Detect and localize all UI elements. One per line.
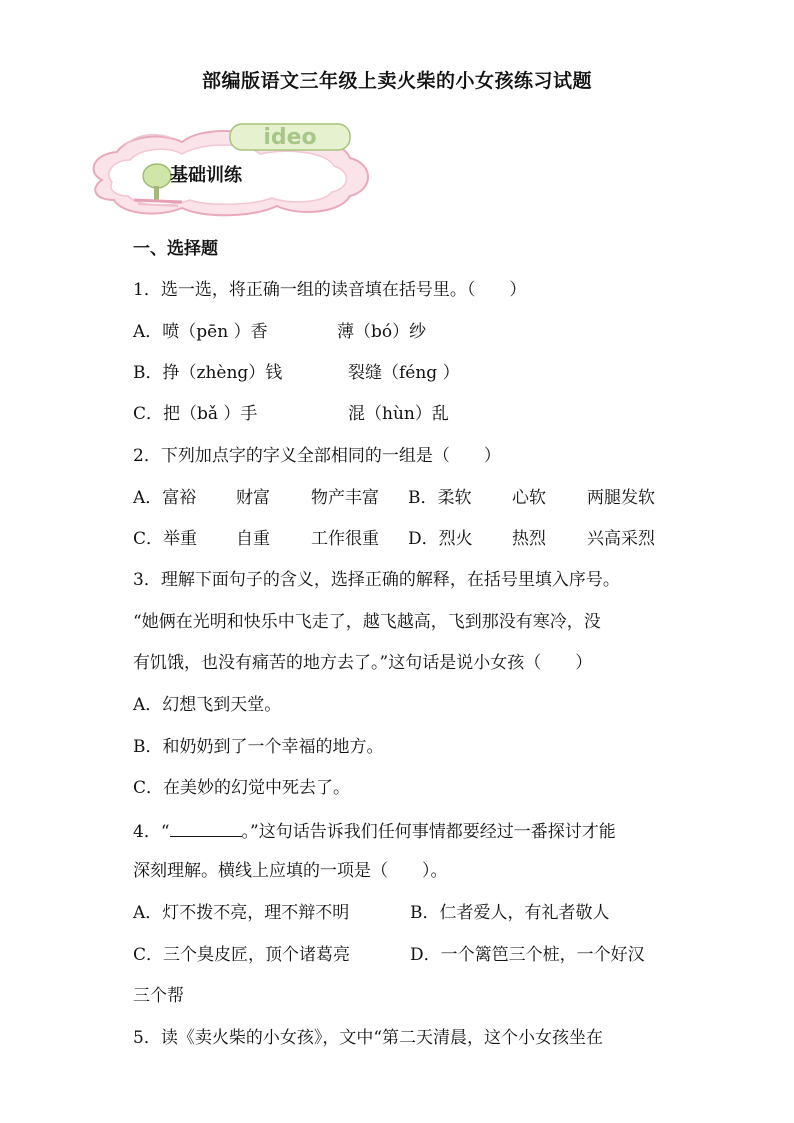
q2-option-b: B．柔软 bbox=[408, 488, 472, 508]
q4-option-d-continued: 三个帮 bbox=[133, 986, 184, 1006]
q1-option-a-pair: 薄（bó）纱 bbox=[337, 322, 427, 342]
q3-option-b: B．和奶奶到了一个幸福的地方。 bbox=[133, 737, 384, 757]
q1-option-b: B．挣（zhèng）钱 bbox=[133, 363, 283, 383]
q2-option-a: A．富裕 bbox=[133, 488, 197, 508]
q2-option-d: D．烈火 bbox=[408, 529, 473, 549]
q3-option-c: C．在美妙的幻觉中死去了。 bbox=[133, 778, 351, 798]
q4-option-c: C．三个臭皮匠，顶个诸葛亮 bbox=[133, 945, 351, 965]
section-banner-label: 基础训练 bbox=[170, 165, 242, 186]
q4-stem-line-2: 深刻理解。横线上应填的一项是（ ）。 bbox=[133, 861, 448, 881]
q1-option-c-pair: 混（hùn）乱 bbox=[348, 404, 449, 424]
q2-option-c-word3: 工作很重 bbox=[311, 529, 379, 549]
q4-stem-line-1 bbox=[133, 819, 616, 843]
q1-option-a: A．喷（pēn ）香 bbox=[133, 322, 268, 342]
idea-badge bbox=[230, 124, 350, 150]
q5-stem-line-1: 5．读《卖火柴的小女孩》，文中“第二天清晨，这个小女孩坐在 bbox=[133, 1028, 604, 1048]
q3-option-a: A．幻想飞到天堂。 bbox=[133, 695, 282, 715]
section-heading: 一、选择题 bbox=[133, 239, 218, 259]
page-title: 部编版语文三年级上卖火柴的小女孩练习试题 bbox=[201, 70, 592, 92]
q1-option-b-pair: 裂缝（féng ） bbox=[348, 363, 460, 383]
q2-option-a-word2: 财富 bbox=[236, 488, 270, 508]
q2-option-b-word3: 两腿发软 bbox=[587, 488, 655, 508]
q4-stem-suffix: 。”这句话告诉我们任何事情都要经过一番探讨才能 bbox=[241, 822, 616, 842]
q4-option-d: D．一个篱笆三个桩，一个好汉 bbox=[410, 945, 645, 965]
q3-quote-line-1: “她俩在光明和快乐中飞走了，越飞越高，飞到那没有寒冷，没 bbox=[133, 612, 601, 632]
q3-quote-line-2: 有饥饿，也没有痛苦的地方去了。”这句话是说小女孩（ ） bbox=[133, 653, 593, 673]
q4-stem-prefix: 4．“ bbox=[133, 822, 170, 842]
q2-option-c: C．举重 bbox=[133, 529, 198, 549]
q4-answer-blank bbox=[170, 819, 242, 837]
q2-option-d-word2: 热烈 bbox=[512, 529, 546, 549]
q2-stem: 2．下列加点字的字义全部相同的一组是（ ） bbox=[133, 446, 501, 466]
q2-option-a-word3: 物产丰富 bbox=[311, 488, 379, 508]
q2-option-d-word3: 兴高采烈 bbox=[587, 529, 655, 549]
q1-option-c: C．把（bǎ ）手 bbox=[133, 404, 258, 424]
q2-option-b-word2: 心软 bbox=[512, 488, 546, 508]
q1-stem: 1．选一选，将正确一组的读音填在括号里。（ ） bbox=[133, 280, 527, 300]
q4-option-b: B．仁者爱人，有礼者敬人 bbox=[410, 903, 610, 923]
q3-stem: 3．理解下面句子的含义，选择正确的解释，在括号里填入序号。 bbox=[133, 570, 620, 590]
badge-text: ideo bbox=[263, 125, 317, 150]
q2-option-c-word2: 自重 bbox=[236, 529, 270, 549]
q4-option-a: A．灯不拨不亮，理不辩不明 bbox=[133, 903, 350, 923]
